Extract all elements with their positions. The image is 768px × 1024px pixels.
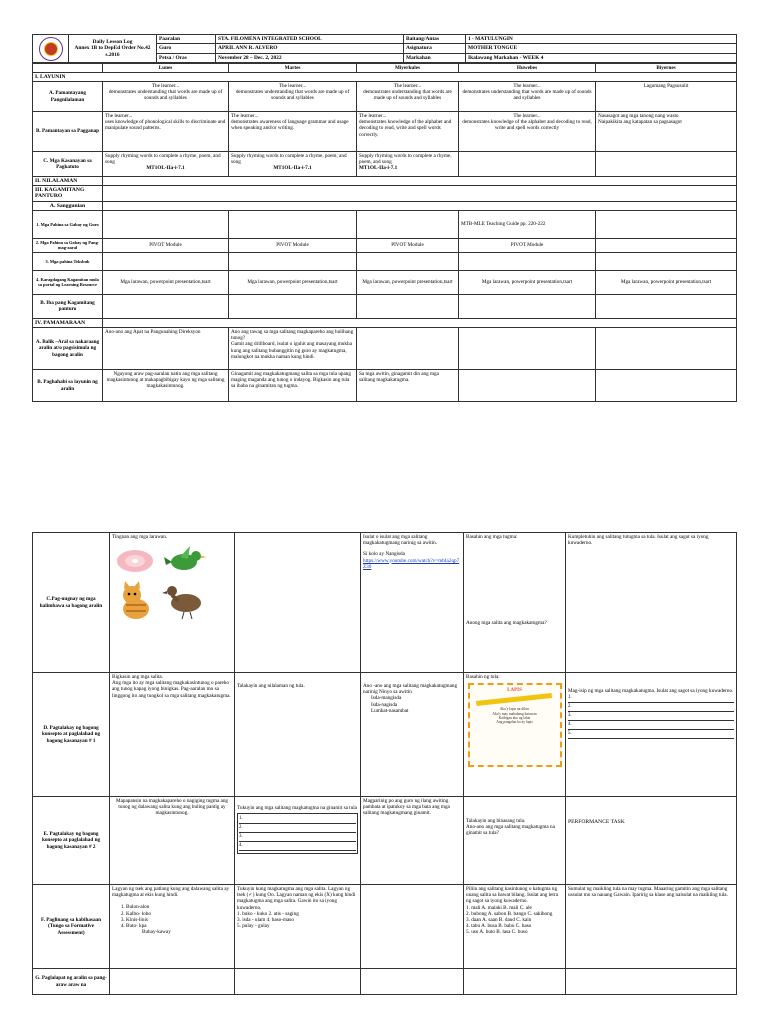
cell-text xyxy=(459,328,596,370)
row-label: F. Paglinang sa kabihasaan (Tungo sa Formative Assessment) xyxy=(33,885,110,969)
answer-line[interactable]: 4. xyxy=(239,843,356,851)
song-title: Si kolo ay Nangisda xyxy=(363,551,405,558)
table-row xyxy=(33,112,737,152)
header-table xyxy=(32,34,737,63)
cell-text: Ano-ano ang Apat na Pangunahing Direksyon xyxy=(103,328,229,370)
cell-text xyxy=(596,210,737,238)
row-label: A. Balik –Aral sa nakaraang aralin at/o pagsisimula ng bagong aralin xyxy=(33,328,103,370)
competency-code: MT1OL-IIa-i-7.1 xyxy=(146,165,185,172)
section-heading: I. LAYUNIN xyxy=(33,72,737,81)
deped-seal xyxy=(33,35,69,63)
cell-text: The learner... demonstrates knowledge of the alphabet and decoding to read, write and spell words correctly xyxy=(459,112,596,152)
cell-text xyxy=(596,370,737,402)
cell-text: Mga larawan, powerpoint presentation,tsart xyxy=(229,270,357,294)
poem-title: LAPIS xyxy=(507,688,522,694)
answer-line[interactable]: 3. xyxy=(239,834,356,842)
row-label: C.Pag-uugnay ng mga halimbawa sa bagong aralin xyxy=(33,533,110,673)
cell-text: Magparinig po ang guro ng ilang awiting pambata at ipatukoy sa mga bata ang mga salitang magkatugmang ginamit. xyxy=(361,797,464,885)
day-header: Biyernes xyxy=(596,63,737,72)
row-label: B. Pamantayan sa Pagganap xyxy=(33,112,103,152)
lesson-log-page-2 xyxy=(32,532,736,995)
cat-picture xyxy=(112,581,158,621)
lesson-table-2 xyxy=(32,532,737,995)
cell-text: PIVOT Module xyxy=(229,238,357,252)
row-label: C. Mga Kasanayan sa Pagkatuto xyxy=(33,152,103,177)
table-row xyxy=(33,797,737,885)
table-row xyxy=(33,210,737,238)
row-label: G. Paglalapat ng aralin sa pang-araw araw na xyxy=(33,969,110,995)
cell-text: Supply rhyming words to complete a rhyme, poem, and song MT1OL-IIa-i-7.1 xyxy=(103,152,229,177)
answer-line[interactable]: 5. xyxy=(568,731,734,739)
song-link[interactable]: https://www.youtube.com/watch?v=mbIa2qp7Z30 xyxy=(363,557,460,570)
row-label: A. Pamantayang Pangnilalaman xyxy=(33,82,103,112)
quarter-week: Ikalawang Markahan - WEEK 4 xyxy=(466,53,737,62)
picture-grid xyxy=(112,543,232,621)
row-label: E. Pagtalakay ng bagong konsepto at paglalahad ng bagong kasanayan # 2 xyxy=(33,797,110,885)
cell-text: Sumulat ng maikling tula na may tugma. Maaaring gamitin ang mga salitang ussulat mo sa nauang Gawain. Iparirig sa klase ang naisulat na maikling tula. xyxy=(566,885,737,969)
cell-text: Mga larawan, powerpoint presentation,tsart xyxy=(103,270,229,294)
answer-line[interactable]: 2. xyxy=(239,825,356,833)
answer-line[interactable]: 1. xyxy=(239,816,356,824)
competency-code: MT1OL-IIa-i-7.1 xyxy=(359,165,398,172)
cell-text: Mapapansin na magkakapareho o nagiging tugma ang tunog ng dalawang salita kung ang huling pantig ay magkasintunog. xyxy=(110,797,235,885)
table-row xyxy=(33,294,737,318)
poem-lines: Ako'y lapis na dilaw Ako'y may mahabang katawan Kaibigan ako ng lahat Ang pangalan ko ay lapis xyxy=(492,707,537,725)
day-header: Lunes xyxy=(103,63,229,72)
answer-line[interactable]: 4. xyxy=(568,722,734,730)
section-heading: IV. PAMAMARAAN xyxy=(33,318,103,327)
cell-text xyxy=(229,210,357,238)
list-item: 1. Bulon-alon xyxy=(126,904,232,910)
cell-text: Talakayin ang nilalaman ng tula. xyxy=(235,673,361,797)
cell-text: Mga larawan, powerpoint presentation,tsart xyxy=(357,270,459,294)
cell-text: Bigkasin ang mga salita. Ang mga ito ay mga salitang magkakasintunog o pareho ang tunog kapag iyong binigkas. Pag-aaralan mo sa linggong ito ang tungkol sa mga salitang magkakatugma. xyxy=(110,673,235,797)
cell-text: Nasasagot ang mga tanong nang wasto Naipakikita ang katapatan sa pagsasagot xyxy=(596,112,737,152)
day-header: Miyerkules xyxy=(357,63,459,72)
cell-text xyxy=(357,328,459,370)
field-label: Guro xyxy=(157,44,216,53)
ham-picture xyxy=(112,543,158,577)
cell-text: The learner... demonstrates awareness of language grammar and usage when speaking and/or writing. xyxy=(229,112,357,152)
cell-text: Basahin ang mga tugma: Anong mga salita ang magkakatugma? xyxy=(464,533,566,673)
field-label: Petsa / Oras xyxy=(157,53,216,62)
duck-picture xyxy=(162,581,208,621)
cell-text xyxy=(103,210,229,238)
row-label: 1. Mga Pahina sa Gabay ng Guro xyxy=(33,210,103,238)
cell-text: Ano ang tawag sa mga salitang magkapareho ang hulihang tunog? Gamit ang drillboard, isulat o iguhit ang masayang mukha kung ang salitang bubanggitin ng guro ay magkatugma, malungkot na mukha naman kung hindi. xyxy=(229,328,357,370)
list-item: 4. Buto- kpa xyxy=(126,923,232,929)
table-row xyxy=(33,533,737,673)
table-row xyxy=(33,969,737,995)
answer-line[interactable]: 3. xyxy=(568,713,734,721)
competency-code: MT1OL-IIa-i-7.1 xyxy=(273,165,312,172)
cell-text xyxy=(596,328,737,370)
cell-text: Tukuyin kung magkatugma ang mga salita. Lagyan ng tsek (✓) kung Oo. Lagyan naman ng ekis (X) kung hindi magkatugma ang mga salita. Gawin ito sa iyong kuwaderno. 1. buko - kuko 2. atis - saging 3. isda - ulam 4. baso-maso 5. pulay - gulay xyxy=(235,885,361,969)
list-item: 3. Kinis-linis xyxy=(126,917,232,923)
date-range: November 28 – Dec. 2, 2022 xyxy=(216,53,404,62)
table-row xyxy=(33,370,737,402)
row-label: 2. Mga Pahina sa Gabay ng Pang-mag-aaral xyxy=(33,238,103,252)
table-row xyxy=(33,152,737,177)
poem-card xyxy=(468,683,562,767)
lesson-log-page-1 xyxy=(32,34,736,402)
cell-text xyxy=(459,152,596,177)
cell-text: PIVOT Module xyxy=(103,238,229,252)
cell-text: PERFORMANCE TASK xyxy=(566,797,737,885)
log-title: Daily Lesson Log Annex 1B to DepEd Order No.42 s.2016 xyxy=(69,35,157,63)
cell-text: Supply rhyming words to complete a rhyme, poem, and song MT1OL-IIa-i-7.1 xyxy=(357,152,459,177)
day-header-row xyxy=(33,63,737,72)
school-name: STA. FILOMENA INTEGRATED SCHOOL xyxy=(216,35,404,44)
subject: MOTHER TONGUE xyxy=(466,44,737,53)
cell-text xyxy=(459,370,596,402)
cell-text: Piliin ang salitang kasintunog o katugma ng unang salita sa bawat bilang. Isulat ang letra ng sagot sa iyong kuwaderno. 1. mali A. malaki B. mali C. ale 2. bubong A. sabon B. bango C. sakibong 3. daan A. saan B. daud C. kain 4. tabu A. busa B. babu C. baso 5. uso A. buto B. lasa C. buso xyxy=(464,885,566,969)
cell-text: The learner... demonstrates understanding that words are made up of sounds and syllables xyxy=(459,82,596,112)
table-row xyxy=(33,673,737,797)
cell-text xyxy=(596,238,737,252)
cell-text: The learner... demonstrates understanding that words are made up of sounds and syllables xyxy=(103,82,229,112)
cell-text: Mag-isip ng mga salitang magkakatugma. Isulat ang sagot sa iyong kuwaderno. 1. 2. 3. 4. 5. xyxy=(566,673,737,797)
cell-text: PIVOT Module xyxy=(357,238,459,252)
cell-text: Talakayin ang binasang tula. Ano-ano ang mga salitang magkatugma na ginamit sa tula? xyxy=(464,797,566,885)
day-header: Martes xyxy=(229,63,357,72)
cell-text: Kumpletuhin ang salitang tutugma sa tula. Isulat ang sagot sa iyong kuwaderno. xyxy=(566,533,737,673)
cell-text: The learner... uses knowledge of phonological skills to discriminate and manipulate sound patterns. xyxy=(103,112,229,152)
cell-text: Sa mga awitin, ginagamit din ang mga salitang magkakatugma. xyxy=(357,370,459,402)
cell-text: Lagyan ng tsek ang patlang kung ang dalawang salita ay magkatugma at ekis kung hindi. 1. Bulon-alon 2. Kalbo- lobo 3. Kinis-linis 4. Buto- kpa Buhay-kaway xyxy=(110,885,235,969)
field-label: Paaralan xyxy=(157,35,216,44)
grade-level: 1 - MATULUNGIN xyxy=(466,35,737,44)
cell-text: The learner... demonstrates understanding that words are made up of sounds and syllables xyxy=(357,82,459,112)
list-item: 2. Kalbo- lobo xyxy=(126,911,232,917)
cell-text: PIVOT Module xyxy=(459,238,596,252)
table-row xyxy=(33,82,737,112)
cell-text: The learner... demonstrates knowledge of the alphabet and decoding to read, write and spell words correctly. xyxy=(357,112,459,152)
answer-line[interactable]: 1. xyxy=(568,695,734,703)
section-heading: II. NILALAMAN xyxy=(33,177,103,186)
cell-text: The learner... demonstrates understanding that words are made up of sounds and syllables xyxy=(229,82,357,112)
field-label: Asignatura xyxy=(404,44,466,53)
field-label: Markahan xyxy=(404,53,466,62)
cell-text: Basahin ng tula: LAPIS Ako'y lapis na dilaw Ako'y may mahabang katawan Kaibigan ako ng lahat Ang pangalan ko ay lapis xyxy=(464,673,566,797)
table-row xyxy=(33,328,737,370)
cell-text: Mga larawan, powerpoint presentation,tsart xyxy=(459,270,596,294)
cell-text: Ngayong araw pag-aaralan natin ang mga salitang magkasintunog at makapagbibigay kayo ng mga salitang magkakasintunog. xyxy=(103,370,229,402)
cell-text: Tingnan ang mga larawan. xyxy=(110,533,235,673)
lesson-table-1 xyxy=(32,63,737,402)
table-row xyxy=(33,270,737,294)
section-heading: A. Sanggunian xyxy=(33,201,103,210)
bird-picture xyxy=(162,543,208,577)
cell-text: MTB-MLE Teaching Guide pp. 220-222 xyxy=(459,210,596,238)
cell-text xyxy=(357,210,459,238)
cell-text: Mga larawan, powerpoint presentation,tsart xyxy=(596,270,737,294)
table-row xyxy=(33,238,737,252)
cell-text: Isulat o isulat ang mga salitang magkakatugmang narinig sa awitin. Si kolo ay Nangisda https://www.youtube.com/watch?v=mbIa2qp7Z30 xyxy=(361,533,464,673)
row-label: B. Iba pang Kagamitang panturo xyxy=(33,294,103,318)
cell-text: Ginagamit ang magkakatugmang salita sa mga tula upang maging maganda ang tunog o indayog. Bigkasin ang tula sa ibaba na ginamitan ng tugma. xyxy=(229,370,357,402)
cell-text xyxy=(596,152,737,177)
cell-text: Supply rhyming words to complete a rhyme, poem, and song MT1OL-IIa-i-7.1 xyxy=(229,152,357,177)
day-header: Huwebes xyxy=(459,63,596,72)
pencil-icon xyxy=(475,693,551,706)
cell-text: Lagumang Pagsusulit xyxy=(596,82,737,112)
row-label: B. Paghahabi sa layunin ng aralin xyxy=(33,370,103,402)
table-row xyxy=(33,885,737,969)
table-row xyxy=(33,252,737,270)
cell-text: Ano -ano ang mga salitang magkakatugmang narinig Ninyo sa awitin Isda-mangisda Isda-nagisda Lumbat-nasambat xyxy=(361,673,464,797)
cell-text: Tukuyin ang mga salitang magkatugma na ginamit sa tula 1. 2. 3. 4. xyxy=(235,797,361,885)
section-heading: III. KAGAMITANG PANTURO xyxy=(33,186,103,201)
answer-box xyxy=(237,813,358,854)
field-label: Baitang/Antas xyxy=(404,35,466,44)
row-label: D. Pagtalakay ng bagong konsepto at paglalahad ng bagong kasanayan # 1 xyxy=(33,673,110,797)
answer-line[interactable]: 2. xyxy=(568,704,734,712)
row-label: 3. Mga pahina Teksbuk xyxy=(33,252,103,270)
row-label: 4. Karagdagang Kagamitan mula sa portal ng Learning Resource xyxy=(33,270,103,294)
teacher-name: APRIL ANN R. ALVERO xyxy=(216,44,404,53)
